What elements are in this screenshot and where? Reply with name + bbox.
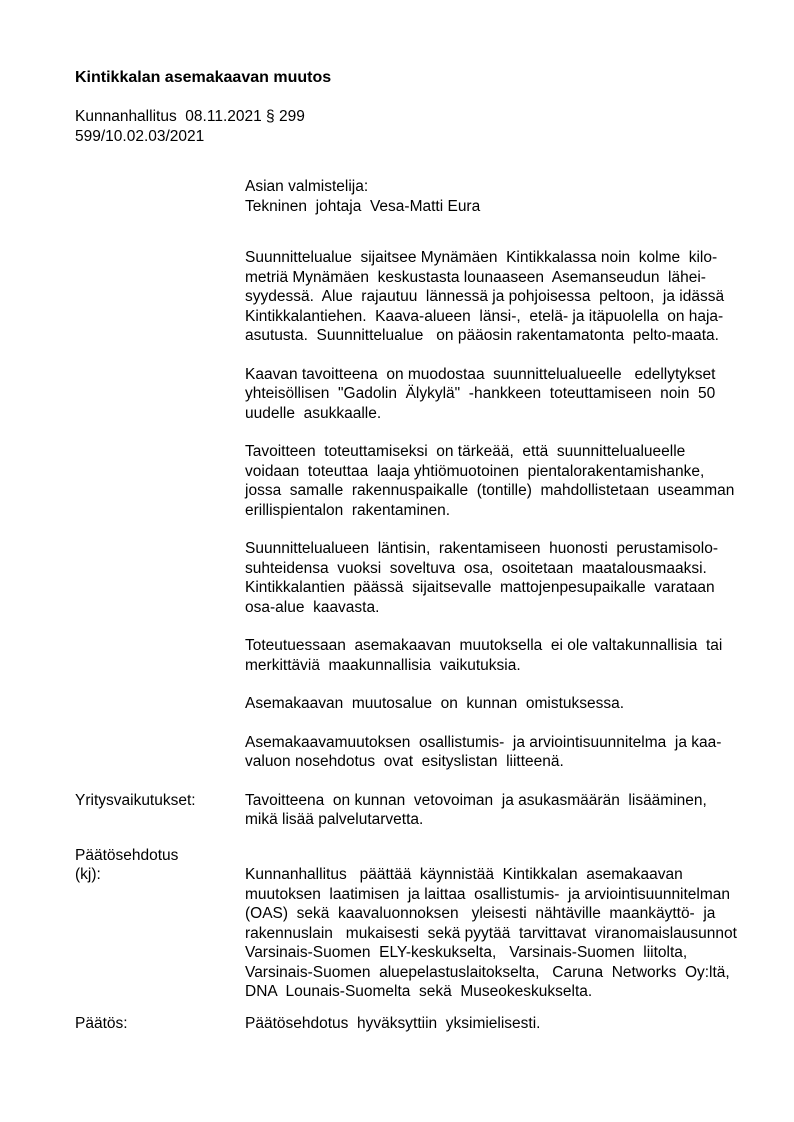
text-line: Tavoitteena on kunnan vetovoiman ja asukasmäärän lisääminen, (245, 791, 707, 809)
text-line: Päätösehdotus (75, 846, 179, 864)
text-line: Suunnittelualue sijaitsee Mynämäen Kintikkalassa noin kolme kilo- (245, 249, 718, 266)
section-paatosehdotus (75, 846, 756, 1002)
paragraph (245, 733, 756, 772)
section-label-paatos (75, 1014, 245, 1034)
section-content-paatosehdotus (245, 865, 756, 1002)
text-line: mikä lisää palvelutarvetta. (245, 811, 424, 828)
text-line: Kintikkalantiehen. Kaava-alueen länsi-, etelä- ja itäpuolella on haja- (245, 307, 724, 325)
paragraph (245, 248, 756, 346)
text-line: voidaan toteuttaa laaja yhtiömuotoinen pientalorakentamishanke, (245, 462, 705, 480)
text-line: Yritysvaikutukset: (75, 791, 196, 809)
text-line: Varsinais-Suomen aluepelastuslaitokselta, Caruna Networks Oy:ltä, (245, 963, 730, 981)
section-yritysvaikutukset (75, 791, 756, 830)
text-line: Toteutuessaan asemakaavan muutoksella ei ole valtakunnallisia tai (245, 637, 723, 654)
text-line: DNA Lounais-Suomelta sekä Museokeskukselta. (245, 983, 593, 1000)
text-line: metriä Mynämäen keskustasta lounaaseen Asemanseudun lähei- (245, 268, 706, 286)
text-line: suhteidensa vuoksi soveltuva osa, osoitetaan maatalousmaaksi. (245, 559, 707, 577)
paragraph (245, 694, 756, 714)
text-line: Päätösehdotus hyväksyttiin yksimielisesti. (245, 1014, 541, 1032)
text-line: (OAS) sekä kaavaluonnoksen yleisesti nähtäville maankäyttö- ja (245, 905, 716, 922)
text-line: (kj): (75, 866, 101, 883)
text-line: syydessä. Alue rajautuu lännessä ja pohjoisessa peltoon, ja idässä (245, 288, 725, 305)
text-line: osa-alue kaavasta. (245, 598, 380, 616)
section-content-yritysvaikutukset (245, 791, 756, 830)
text-line: Kunnanhallitus päättää käynnistää Kintikkalan asemakaavan (245, 866, 683, 883)
text-line: Varsinais-Suomen ELY-keskukselta, Varsinais-Suomen liitolta, (245, 944, 688, 961)
text-line: erillispientalon rakentaminen. (245, 501, 451, 519)
body-paragraphs (245, 248, 756, 772)
section-content-paatos (245, 1014, 756, 1034)
document-title: Kintikkalan asemakaavan muutos (75, 69, 332, 86)
text-line: rakennuslain mukaisesti sekä pyytää tarvittavat viranomaislausunnot (245, 924, 737, 942)
section-paatos (75, 1014, 756, 1034)
paragraph (245, 539, 756, 617)
text-line: Kaavan tavoitteena on muodostaa suunnittelualueelle edellytykset (245, 365, 716, 383)
paragraph (245, 442, 756, 520)
text-line: Päätös: (75, 1014, 128, 1032)
text-line: Asemakaavan muutosalue on kunnan omistuksessa. (245, 695, 625, 712)
text-line: Kunnanhallitus 08.11.2021 § 299 (75, 108, 305, 125)
text-line: muutoksen laatimisen ja laittaa osallistumis- ja arviointisuunnitelman (245, 885, 731, 903)
meta-block (75, 107, 756, 146)
paragraph (245, 636, 756, 675)
text-line: valuon nosehdotus ovat esityslistan liitteenä. (245, 753, 564, 770)
preparer-block (245, 177, 756, 216)
text-line: merkittäviä maakunnallisia vaikutuksia. (245, 656, 521, 674)
text-line: Asemakaavamuutoksen osallistumis- ja arviointisuunnitelma ja kaa- (245, 733, 722, 751)
text-line: 599/10.02.03/2021 (75, 127, 205, 145)
text-line: Tavoitteen toteuttamiseksi on tärkeää, että suunnittelualueelle (245, 443, 686, 460)
text-line: Asian valmistelija: (245, 178, 369, 195)
text-line: Suunnittelualueen läntisin, rakentamiseen huonosti perustamisolo- (245, 540, 719, 557)
section-label-yritysvaikutukset (75, 791, 245, 811)
text-line: asutusta. Suunnittelualue on pääosin rakentamatonta pelto-maata. (245, 327, 719, 344)
text-line: uudelle asukkaalle. (245, 404, 382, 422)
paragraph (245, 365, 756, 424)
text-line: Kintikkalantien päässä sijaitsevalle mattojenpesupaikalle varataan (245, 579, 715, 596)
text-line: Tekninen johtaja Vesa-Matti Eura (245, 197, 481, 215)
text-line: yhteisöllisen "Gadolin Älykylä" -hankkeen toteuttamiseen noin 50 (245, 385, 716, 402)
section-label-paatosehdotus (75, 846, 245, 885)
text-line: jossa samalle rakennuspaikalle (tontille) mahdollistetaan useamman (245, 482, 735, 499)
